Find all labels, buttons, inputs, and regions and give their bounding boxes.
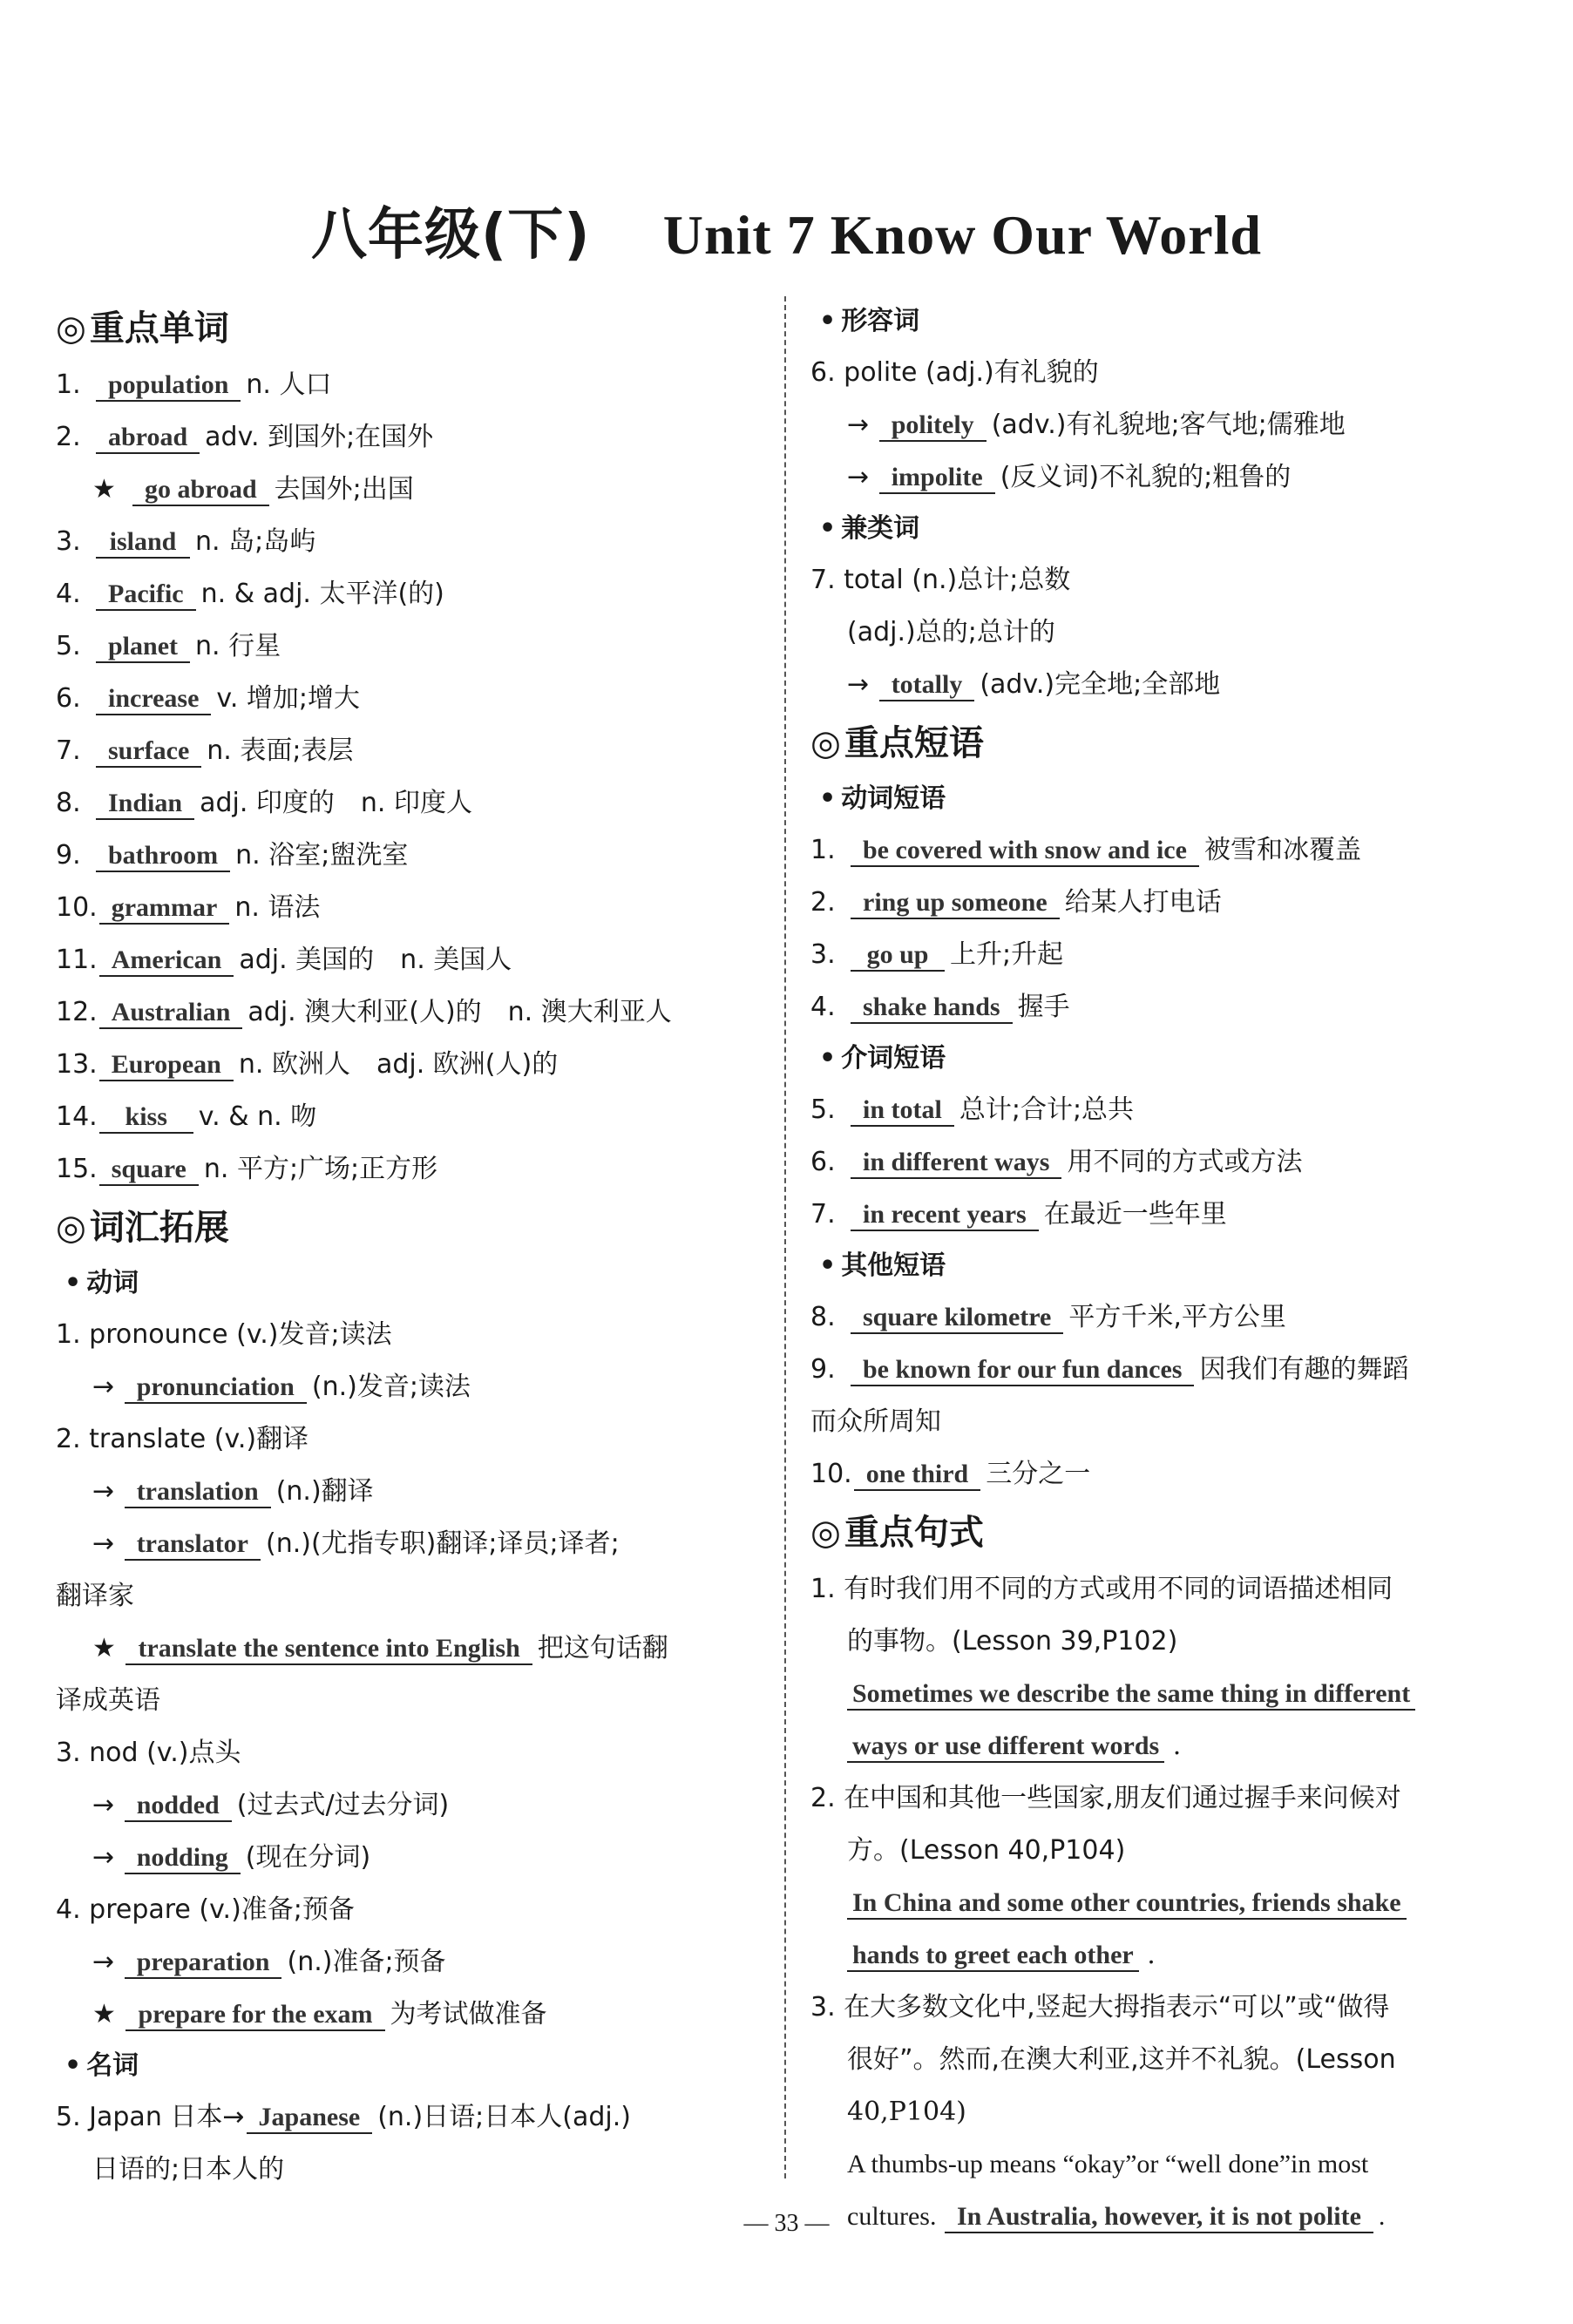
line-l1a: → pronunciation (n.)发音;读法 [92,1372,471,1402]
vocab-item: 8. Indian adj. 印度的 n. 印度人 [56,788,472,818]
line-s3b: 很好”。然而,在澳大利亚,这并不礼貌。(Lesson [847,2044,1396,2075]
line-l3a: → nodded (过去式/过去分词) [92,1790,450,1820]
line-s3: 3. 在大多数文化中,竖起大拇指表示“可以”或“做得 [810,1992,1390,2022]
pp-item: 7. in recent years 在最近一些年里 [810,1199,1227,1230]
label-vp: • 动词短语 [819,783,946,814]
pp-item: 6. in different ways 用不同的方式或方法 [810,1147,1303,1177]
vocab-item: 15. square n. 平方;广场;正方形 [56,1154,438,1184]
title-cn: 八年级(下) [311,203,591,268]
line-l3b: → nodding (现在分词) [92,1842,371,1873]
section-sentences: ◎ 重点句式 [810,1513,984,1553]
line-op9: 9. be known for our fun dances 因我们有趣的舞蹈 [810,1354,1409,1385]
line-s1b: 的事物。(Lesson 39,P102) [847,1626,1178,1657]
line-s1: 1. 有时我们用不同的方式或用不同的词语描述相同 [810,1574,1393,1604]
line-s2b: 方。(Lesson 40,P104) [847,1835,1126,1866]
line-s2: 2. 在中国和其他一些国家,朋友们通过握手来问候对 [810,1783,1401,1813]
vocab-item: 11. American adj. 美国的 n. 美国人 [56,945,512,975]
vocab-item: 6. increase v. 增加;增大 [56,683,361,714]
line-l3: 3. nod (v.)点头 [56,1738,241,1768]
line-r6: 6. polite (adj.)有礼貌的 [810,357,1099,388]
line-l4a: → preparation (n.)准备;预备 [92,1947,446,1977]
line-s2a1: In China and some other countries, friends shake [810,1877,1525,1929]
vocab-item: 9. bathroom n. 浴室;盥洗室 [56,840,409,871]
vocab-item: 12. Australian adj. 澳大利亚(人)的 n. 澳大利亚人 [56,997,672,1027]
line-l2a: → translation (n.)翻译 [92,1476,374,1507]
section-expand: ◎ 词汇拓展 [56,1208,229,1248]
vocab-item: 14. kiss v. & n. 吻 [56,1101,317,1132]
vocab-item: 1. population n. 人口 [56,369,332,400]
label-noun: • 名词 [64,2050,139,2081]
page-number: — 33 — [743,2210,830,2237]
vocab-item: ★ go abroad 去国外;出国 [92,474,414,505]
line-s3e: cultures. In Australia, however, it is not polite . [810,2191,1525,2243]
vp-item: 1. be covered with snow and ice 被雪和冰覆盖 [810,835,1361,865]
label-pp: • 介词短语 [819,1043,946,1074]
vocab-item: 7. surface n. 表面;表层 [56,735,354,766]
vocab-item: 4. Pacific n. & adj. 太平洋(的) [56,579,444,609]
verb-phrase-list [810,824,1525,1033]
line-s1a2: ways or use different words . [810,1720,1525,1772]
column-divider [784,296,786,2178]
line-l2b: → translator (n.)(尤指专职)翻译;译员;译者; [92,1528,620,1559]
line-l4b: ★ prepare for the exam 为考试做准备 [92,1999,547,2029]
line-s2a2: hands to greet each other . [810,1929,1525,1982]
line-op8: 8. square kilometre 平方千米,平方公里 [810,1302,1286,1332]
line-op9b: 而众所周知 [810,1406,941,1437]
vp-item: 3. go up 上升;升起 [810,939,1064,970]
pp-item: 5. in total 总计;合计;总共 [810,1094,1135,1125]
vp-item: 4. shake hands 握手 [810,992,1070,1022]
label-op: • 其他短语 [819,1250,946,1281]
vocab-item: 3. island n. 岛;岛屿 [56,526,316,557]
line-r7a: → totally (adv.)完全地;全部地 [847,669,1221,700]
left-column [56,296,770,2196]
line-l2c: ★ translate the sentence into English 把这句话翻 [92,1633,668,1663]
line-l1: 1. pronounce (v.)发音;读法 [56,1319,392,1350]
line-r6b: → impolite (反义词)不礼貌的;粗鲁的 [847,462,1292,492]
vocab-item: 2. abroad adv. 到国外;在国外 [56,422,434,452]
vocab-item: 5. planet n. 行星 [56,631,281,661]
line-l4: 4. prepare (v.)准备;预备 [56,1894,355,1925]
line-r7: 7. total (n.)总计;总数 [810,565,1071,595]
label-verb: • 动词 [64,1268,139,1298]
prep-phrase-list [810,1084,1525,1241]
title-en: Unit 7 Know Our World [662,204,1262,266]
vp-item: 2. ring up someone 给某人打电话 [810,887,1222,918]
line-s3c: 40,P104) [847,2097,966,2127]
line-l5: 5. Japan 日本→ Japanese (n.)日语;日本人(adj.) [56,2102,631,2132]
line-l2b2: 翻译家 [56,1581,134,1611]
label-multi: • 兼类词 [819,513,920,544]
line-s1a1: Sometimes we describe the same thing in different [810,1668,1525,1720]
line-op10: 10. one third 三分之一 [810,1459,1091,1489]
page-title [0,190,1573,270]
line-l2c2: 译成英语 [56,1685,160,1716]
label-adj: • 形容词 [819,306,920,336]
line-r6a: → politely (adv.)有礼貌地;客气地;儒雅地 [847,410,1346,440]
line-l5b: 日语的;日本人的 [92,2154,285,2185]
vocab-item: 10. grammar n. 语法 [56,892,321,923]
line-r7b: (adj.)总的;总计的 [847,617,1055,647]
line-s3d: A thumbs-up means “okay”or “well done”in most [847,2150,1369,2178]
section-vocab: ◎ 重点单词 [56,308,229,349]
right-column [810,296,1525,2243]
section-phrases: ◎ 重点短语 [810,723,984,763]
vocab-list [56,359,770,1196]
vocab-item: 13. European n. 欧洲人 adj. 欧洲(人)的 [56,1049,559,1080]
line-l2: 2. translate (v.)翻译 [56,1424,309,1454]
